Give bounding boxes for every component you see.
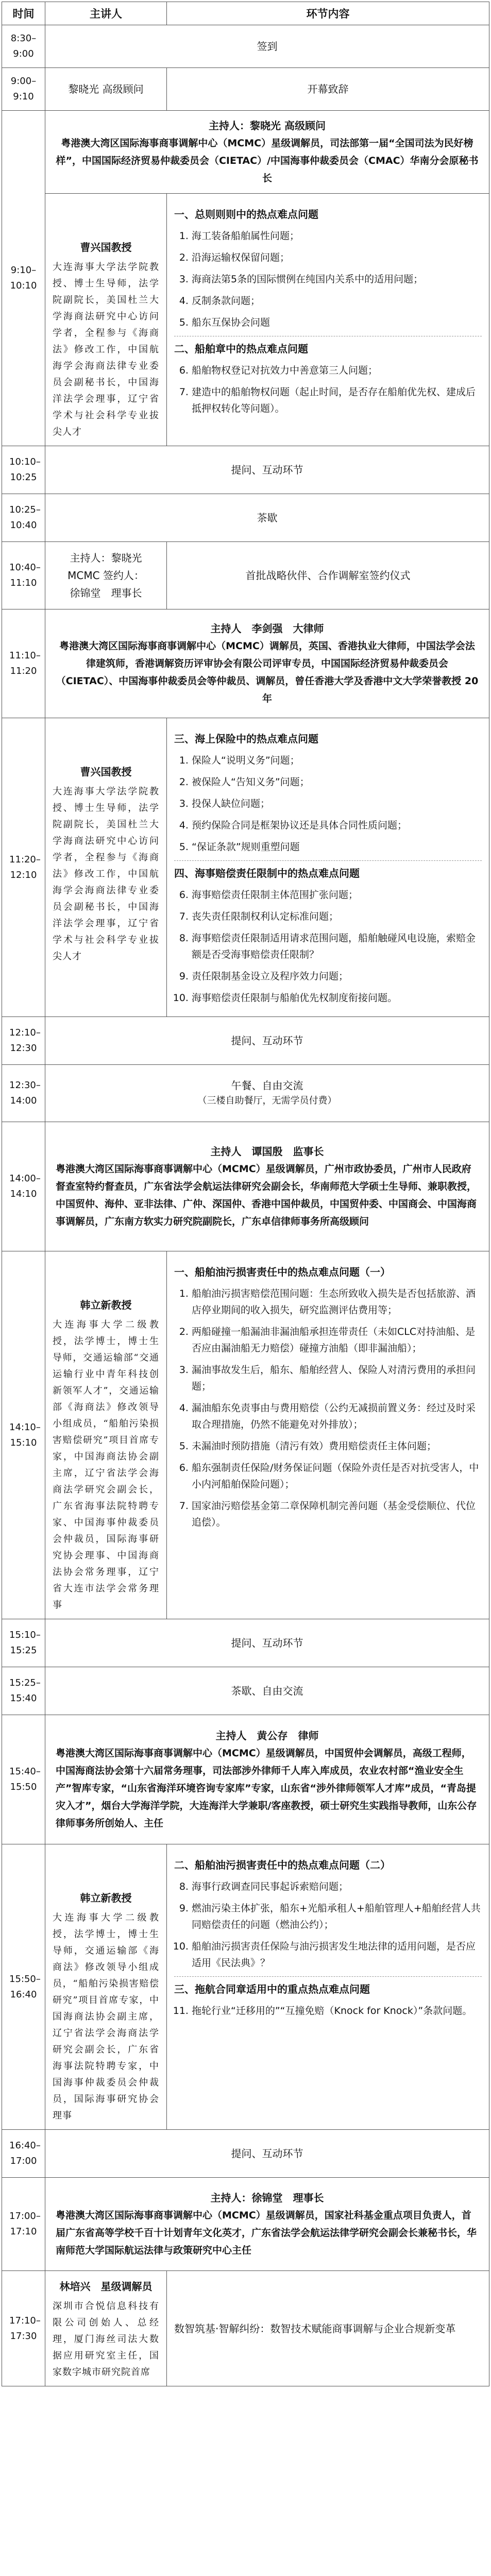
speaker-cell xyxy=(45,718,167,1017)
time-cell: 14:10–15:10 xyxy=(2,1251,45,1619)
speaker-name: 曹兴国教授 xyxy=(80,766,132,778)
row-qa-3 xyxy=(2,1619,489,1667)
time-cell: 12:30–14:00 xyxy=(2,1065,45,1122)
row-qa-1 xyxy=(2,446,489,494)
speaker-photo xyxy=(60,1855,153,1886)
speaker-name: 韩立新教授 xyxy=(80,1299,132,1311)
list-item: 7. 建造中的船舶物权问题（起止时间，是否存在船舶优先权、建成后抵押权转化等问题）。 xyxy=(192,384,482,417)
session-title: 签到 xyxy=(45,25,489,68)
row-lecture-2 xyxy=(2,718,489,1017)
session-title: 开幕致辞 xyxy=(167,68,489,111)
session-title: 茶歇、自由交流 xyxy=(45,1667,489,1715)
topic-list xyxy=(174,362,482,417)
host-line: 主持人：黎晓光 xyxy=(70,552,142,564)
row-signing xyxy=(2,542,489,609)
session-name: 午餐、自由交流 xyxy=(231,1079,303,1092)
speaker-name: 曹兴国教授 xyxy=(80,241,132,253)
row-host-2 xyxy=(2,609,489,718)
session-title: 数智筑基·智解纠纷：数智技术赋能商事调解与企业合规新变革 xyxy=(167,2271,489,2386)
row-host-4 xyxy=(2,1715,489,1844)
list-item: 1. 船舶油污损害赔偿范围问题：生态所致收入损失是否包括旅游、酒店停业期间的收入损失，研究监测评估费用等； xyxy=(192,1285,482,1318)
session-note: （三楼自助餐厅，无需学员付费） xyxy=(197,1095,337,1106)
topic-list xyxy=(174,752,482,861)
list-item: 4. 漏油船东免责事由与费用赔偿（公约无减损前置义务：经过及时采取合理措施，仍然不能避免对外排放）； xyxy=(192,1400,482,1433)
agenda-table xyxy=(2,2,489,2386)
list-item: 7. 国家油污赔偿基金第二章保障机制完善问题（基金受偿顺位、代位追偿）。 xyxy=(192,1498,482,1531)
host-name: 主持人 黄公存 律师 xyxy=(215,1730,319,1742)
time-cell: 10:40–11:10 xyxy=(2,542,45,609)
list-item: 9. 燃油污染主体扩张，船东+光船承租人+船舶管理人+船舶经营人共同赔偿责任的问题（燃油公约）； xyxy=(192,1900,482,1933)
session-title: 提问、互动环节 xyxy=(45,1619,489,1667)
speaker-bio: 大连海事大学二级教授，法学博士，博士生导师，交通运输部“交通运输行业中青年科技创新领军人才”，交通运输部《海商法》修改领导小组成员，“船舶污染损害赔偿研究”项目首席专家，中国海商法协会副主席，辽宁省法学会海商法学研究会副会长，广东省海事法院特聘专家、中国海事仲裁委员会仲裁员，国际海事研究协会理事、中国海商法协会常务理事，辽宁省大连市法学会常务理事 xyxy=(53,1319,159,1611)
topic-list xyxy=(174,887,482,1006)
topic-cell xyxy=(167,1251,489,1619)
session-title: 提问、互动环节 xyxy=(45,2130,489,2178)
topic-list xyxy=(174,228,482,336)
list-item: 5. 未漏油时预防措施（清污有效）费用赔偿责任主体问题； xyxy=(192,1438,482,1454)
row-host-5 xyxy=(2,2178,489,2271)
list-item: 1. 保险人“说明义务”问题； xyxy=(192,752,482,769)
table-header xyxy=(2,2,489,25)
host-block xyxy=(45,111,489,194)
time-cell: 12:10–12:30 xyxy=(2,1017,45,1065)
row-lecture-5 xyxy=(2,2271,489,2386)
row-break-1 xyxy=(2,494,489,542)
list-item: 8. 海事行政调查同民事起诉索赔问题； xyxy=(192,1878,482,1895)
list-item: 9. 责任限制基金设立及程序效力问题； xyxy=(192,968,482,985)
list-item: 1. 海工装备船舶属性问题； xyxy=(192,228,482,244)
time-cell: 10:10–10:25 xyxy=(2,446,45,494)
speaker-bio: 大连海事大学二级教授，法学博士，博士生导师，交通运输部《海商法》修改领导小组成员，“船舶污染损害赔偿研究”项目首席专家，中国海商法协会副主席，辽宁省法学会海商法学研究会副会长，广东省海事法院特聘专家，中国海事仲裁委员会仲裁员，国际海事研究协会理事 xyxy=(53,1912,159,2121)
host-block xyxy=(45,2178,489,2271)
list-item: 5. 船东互保协会问题 xyxy=(192,314,482,331)
list-item: 2. 沿海运输权保留问题； xyxy=(192,249,482,266)
host-bio: 粤港澳大湾区国际海事商事调解中心（MCMC）星级调解员，广州市政协委员，广州市人民政府督查室特约督查员，广东省法学会航运法律研究会副会长，华南师范大学硕士生导师、兼职教授，中国贸仲、海仲、亚非法律、广仲、深国仲、香港中国仲裁员，中国贸仲委、中国商会、中国海商事调解员，广东南方软实力研究院副院长，广东卓信律师事务所高级顾问 xyxy=(56,1163,477,1227)
row-signin xyxy=(2,25,489,68)
speaker-bio: 大连海事大学法学院教授、博士生导师，法学院副院长，美国杜兰大学海商法研究中心访问学者，全程参与《海商法》修改工作，中国航海学会海商法律专业委员会副秘书长，中国海洋法学会理事，辽宁省学术与社会科学专业拔尖人才 xyxy=(53,262,159,437)
header-speaker: 主讲人 xyxy=(45,2,167,25)
speaker-cell xyxy=(45,1251,167,1619)
row-lunch xyxy=(2,1065,489,1122)
session-title xyxy=(45,1065,489,1122)
host-bio: 粤港澳大湾区国际海事商事调解中心（MCMC）星级调解员，国家社科基金重点项目负责人，首届广东省高等学校千百十计划青年文化英才，广东省法学会航运法律学研究会副会长兼秘书长，华南师范大学国际航运法律与政策研究中心主任 xyxy=(56,2210,477,2256)
speaker-photo xyxy=(60,204,153,235)
host-name: 主持人 李剑强 大律师 xyxy=(210,622,324,635)
host-block xyxy=(45,1715,489,1844)
time-cell: 14:00–14:10 xyxy=(2,1122,45,1251)
speaker-cell xyxy=(45,1844,167,2130)
section-title: 四、海事赔偿责任限制中的热点难点问题 xyxy=(174,867,360,879)
time-cell: 8:30–9:00 xyxy=(2,25,45,68)
header-time: 时间 xyxy=(2,2,45,25)
list-item: 2. 被保险人“告知义务”问题； xyxy=(192,774,482,790)
time-cell: 17:10–17:30 xyxy=(2,2271,45,2386)
section-title: 一、总则则则中的热点难点问题 xyxy=(174,208,318,221)
time-cell: 15:10–15:25 xyxy=(2,1619,45,1667)
host-cell xyxy=(45,542,167,609)
host-line: MCMC 签约人： xyxy=(67,569,144,582)
row-host-3 xyxy=(2,1122,489,1251)
host-block xyxy=(45,1122,489,1251)
list-item: 7. 丧失责任限制权利认定标准问题； xyxy=(192,908,482,925)
time-cell: 9:00–9:10 xyxy=(2,68,45,111)
speaker-photo xyxy=(60,728,153,759)
host-name: 黎晓光 高级顾问 xyxy=(45,68,167,111)
time-cell: 9:10–10:10 xyxy=(2,111,45,446)
time-cell: 15:40–15:50 xyxy=(2,1715,45,1844)
section-title: 二、船舶油污损害责任中的热点难点问题（二） xyxy=(174,1859,391,1871)
row-lecture-1 xyxy=(2,194,489,446)
list-item: 10. 海事赔偿责任限制与船舶优先权制度衔接问题。 xyxy=(192,990,482,1006)
header-content: 环节内容 xyxy=(167,2,489,25)
row-host-1 xyxy=(2,111,489,194)
list-item: 10. 船舶油污损害责任保险与油污损害发生地法律的适用问题，是否应适用《民法典》？ xyxy=(192,1938,482,1971)
list-item: 4. 预约保险合同是框架协议还是具体合同性质问题； xyxy=(192,817,482,834)
list-item: 4. 反制条款问题； xyxy=(192,293,482,309)
speaker-bio: 深圳市合悦信息科技有限公司创始人、总经理，厦门海丝司法大数据应用研究室主任，国家数字城市研究院首席 xyxy=(53,2301,159,2378)
session-title: 茶歇 xyxy=(45,494,489,542)
host-name: 主持人：徐锦堂 理事长 xyxy=(210,2192,324,2204)
time-cell: 15:25–15:40 xyxy=(2,1667,45,1715)
speaker-name: 韩立新教授 xyxy=(80,1892,132,1904)
list-item: 5. “保证条款”规则重塑问题 xyxy=(192,839,482,855)
time-cell: 10:25–10:40 xyxy=(2,494,45,542)
section-title: 二、船舶章中的热点难点问题 xyxy=(174,343,308,355)
host-block xyxy=(45,609,489,718)
host-line: 徐锦堂 理事长 xyxy=(70,587,142,599)
host-name: 主持人：黎晓光 高级顾问 xyxy=(209,120,326,132)
session-title: 首批战略伙伴、合作调解室签约仪式 xyxy=(167,542,489,609)
time-cell: 15:50–16:40 xyxy=(2,1844,45,2130)
time-cell: 11:10–11:20 xyxy=(2,609,45,718)
list-item: 6. 船舶物权登记对抗效力中善意第三人问题； xyxy=(192,362,482,379)
topic-list xyxy=(174,2003,482,2019)
list-item: 2. 两船碰撞一船漏油非漏油船承担连带责任（未如CLC对持油船、是否应由漏油船无力赔偿）碰撞方油船（即非漏油船）； xyxy=(192,1324,482,1357)
row-break-2 xyxy=(2,1667,489,1715)
topic-list xyxy=(174,1878,482,1977)
speaker-cell xyxy=(45,194,167,446)
topic-cell xyxy=(167,1844,489,2130)
host-bio: 粤港澳大湾区国际海事商事调解中心（MCMC）星级调解员，司法部第一届“全国司法为民好榜样”，中国国际经济贸易仲裁委员会（CIETAC）/中国海事仲裁委员会（CMAC）华南分会原秘书长 xyxy=(56,138,479,184)
section-title: 三、拖航合同章适用中的重点热点难点问题 xyxy=(174,1983,370,1995)
time-cell: 16:40–17:00 xyxy=(2,2130,45,2178)
host-bio: 粤港澳大湾区国际海事商事调解中心（MCMC）星级调解员，中国贸仲会调解员，高级工程师，中国海商法协会第十六届常务理事，司法部涉外律师千人库入库成员，农业农村部“渔业安全生产”智库专家，“山东省海洋环境咨询专家库”专家，山东省“涉外律师领军人才库”成员，“青岛提灾入才”，烟台大学海洋学院，大连海洋大学兼职/客座教授，硕士研究生实践指导教师，山东公存律师事务所创始人、主任 xyxy=(56,1748,477,1829)
time-cell: 11:20–12:10 xyxy=(2,718,45,1017)
time-cell: 17:00–17:10 xyxy=(2,2178,45,2271)
row-qa-4 xyxy=(2,2130,489,2178)
speaker-bio: 大连海事大学法学院教授、博士生导师，法学院副院长，美国杜兰大学海商法研究中心访问学者，全程参与《海商法》修改工作，中国航海学会海商法律专业委员会副秘书长，中国海洋法学会理事，辽宁省学术与社会科学专业拔尖人才 xyxy=(53,786,159,962)
topic-cell xyxy=(167,194,489,446)
list-item: 8. 海事赔偿责任限制适用请求范围问题，船舶触碰风电设施，索赔金额是否受海事赔偿责任限制？ xyxy=(192,930,482,963)
host-name: 主持人 谭国殷 监事长 xyxy=(210,1145,324,1158)
session-title: 提问、互动环节 xyxy=(45,1017,489,1065)
list-item: 11. 拖轮行业“迁移用的”“互撞免赔（Knock for Knock）”条款问题。 xyxy=(192,2003,482,2019)
list-item: 3. 漏油事故发生后，船东、船舶经营人、保险人对清污费用的承担问题； xyxy=(192,1362,482,1395)
session-title: 提问、互动环节 xyxy=(45,446,489,494)
row-opening xyxy=(2,68,489,111)
topic-cell xyxy=(167,718,489,1017)
topic-list xyxy=(174,1285,482,1531)
host-bio: 粤港澳大湾区国际海事商事调解中心（MCMC）调解员，英国、香港执业大律师，中国法学会法律建筑师，香港调解资历评审协会有限公司评审专员，中国国际经济贸易仲裁委员会（CIETAC）、中国海事仲裁委员会等仲裁员、调解员，曾任香港大学及香港中文大学荣誉教授 20 年 xyxy=(56,640,479,704)
speaker-name: 林培兴 星级调解员 xyxy=(59,2280,153,2293)
list-item: 3. 投保人缺位问题； xyxy=(192,795,482,812)
list-item: 3. 海商法第5条的国际惯例在纯国内关系中的适用问题； xyxy=(192,271,482,287)
section-title: 一、船舶油污损害责任中的热点难点问题（一） xyxy=(174,1266,391,1278)
row-lecture-3 xyxy=(2,1251,489,1619)
speaker-cell xyxy=(45,2271,167,2386)
list-item: 6. 船东强制责任保险/财务保证问题（保险外责任是否对抗受害人，中小内河船舶保险问题）； xyxy=(192,1460,482,1493)
list-item: 6. 海事赔偿责任限制主体范围扩张问题； xyxy=(192,887,482,903)
row-lecture-4 xyxy=(2,1844,489,2130)
section-title: 三、海上保险中的热点难点问题 xyxy=(174,733,318,745)
row-qa-2 xyxy=(2,1017,489,1065)
speaker-photo xyxy=(60,1262,153,1293)
